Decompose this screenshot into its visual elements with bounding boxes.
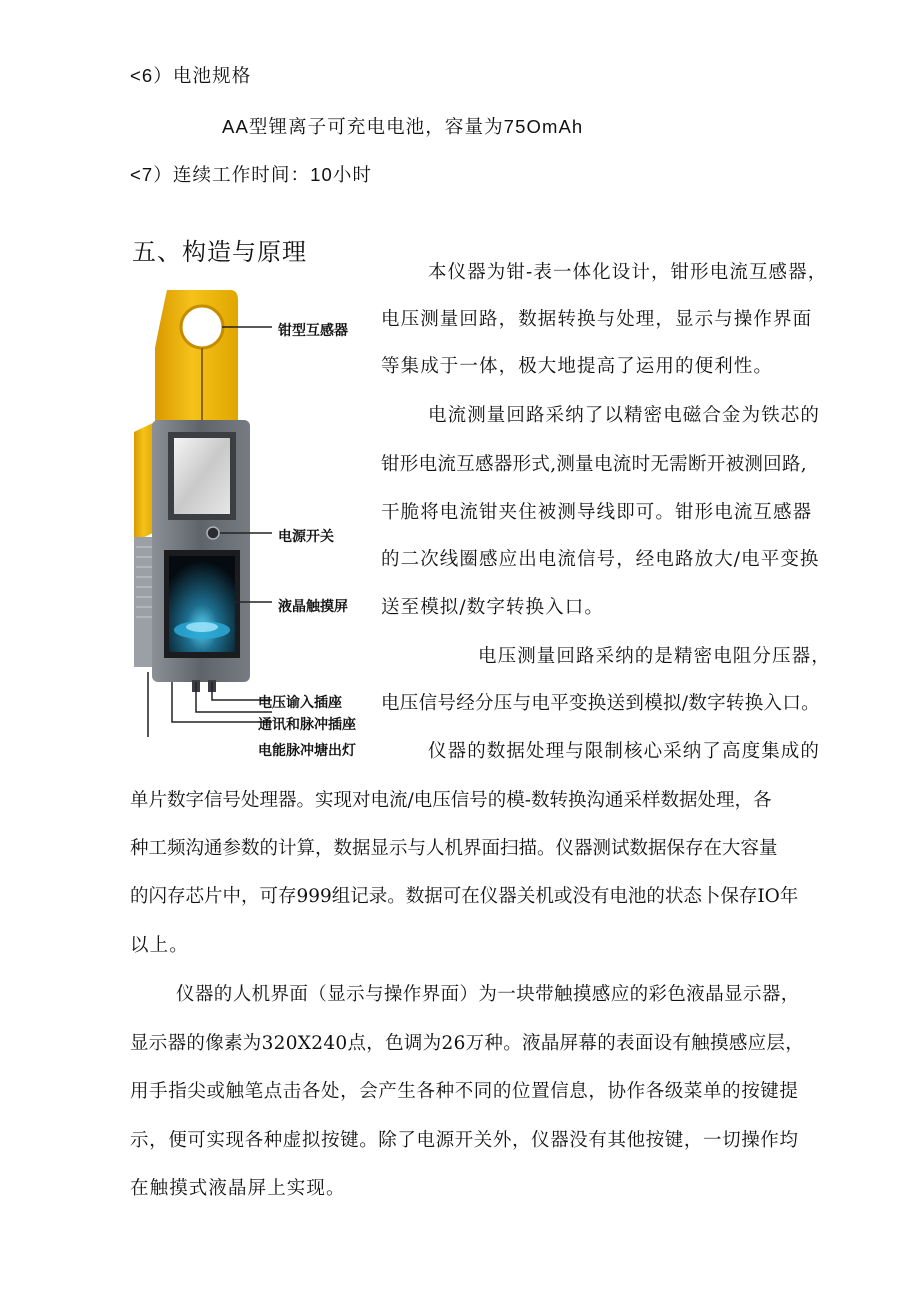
callout-comm-pulse: 通讯和脉冲插座 <box>258 716 356 732</box>
body-line: 干脆将电流钳夹住被测导线即可。钳形电流互感器 <box>381 502 813 523</box>
callout-clamp-transformer: 钳型互感器 <box>278 322 348 338</box>
callout-voltage-input: 电压谕入插座 <box>258 694 342 710</box>
body-line: 本仪器为钳-表一体化设计，钳形电流互感器， <box>428 262 828 283</box>
body-line: 在触摸式液晶屏上实现。 <box>130 1178 346 1199</box>
body-line: 送至模拟/数字转换入口。 <box>381 597 604 618</box>
body-line: 等集成于一体，极大地提高了运用的便利性。 <box>381 356 774 377</box>
body-line: 示，便可实现各种虚拟按键。除了电源开关外，仪器没有其他按键，一切操作均 <box>130 1130 799 1151</box>
body-line: 用手指尖或触笔点击各处，会产生各种不同的位置信息，协作各级菜单的按键提 <box>130 1081 799 1102</box>
body-line: 电流测量回路采纳了以精密电磁合金为铁芯的 <box>428 405 821 426</box>
body-line: 显示器的像素为320X240点，色调为26万种。液晶屏幕的表面设有触摸感应层， <box>130 1033 805 1054</box>
body-line: 种工频沟通参数的计算，数据显示与人机界面扫描。仪器测试数据保存在大容量 <box>130 838 778 859</box>
body-line: 仪器的数据处理与限制核心采纳了高度集成的 <box>428 741 821 762</box>
callout-lcd-touchscreen: 液晶触摸屏 <box>278 598 348 614</box>
power-button <box>207 527 219 539</box>
body-line: 仪器的人机界面（显示与操作界面）为一块带触摸感应的彩色液晶显示器， <box>176 984 800 1005</box>
callout-power-switch: 电源开关 <box>278 528 334 544</box>
spec-item-6-value: AA型锂离子可充电电池，容量为75OmAh <box>222 116 584 137</box>
spec-item-7: <7）连续工作时间：10小时 <box>130 164 373 185</box>
spec-item-6-label: <6）电池规格 <box>130 65 252 86</box>
body-line: 单片数字信号处理器。实现对电流/电压信号的模-数转换沟通采样数据处理，各 <box>130 790 772 811</box>
body-line: 以上。 <box>130 935 189 956</box>
body-line: 电压测量回路采纳的是精密电阻分压器， <box>478 646 831 667</box>
body-line: 的闪存芯片中，可存999组记录。数据可在仪器关机或没有电池的状态卜保存IO年 <box>130 886 799 907</box>
body-line: 钳形电流互感器形式,测量电流时无需断开被测回路, <box>381 454 807 475</box>
body-line: 电压信号经分压与电平变换送到模拟/数字转换入口。 <box>381 693 820 714</box>
device-body <box>152 420 250 692</box>
section-heading: 五、构造与原理 <box>132 239 307 266</box>
device-figure <box>122 282 362 752</box>
mirror-panel <box>174 438 230 514</box>
body-line: 的二次线圈感应出电流信号，经电路放大/电平变换 <box>381 549 820 570</box>
callout-pulse-led: 电能脉冲塘出灯 <box>258 742 356 758</box>
body-line: 电压测量回路，数据转换与处理，显示与操作界面 <box>381 309 813 330</box>
